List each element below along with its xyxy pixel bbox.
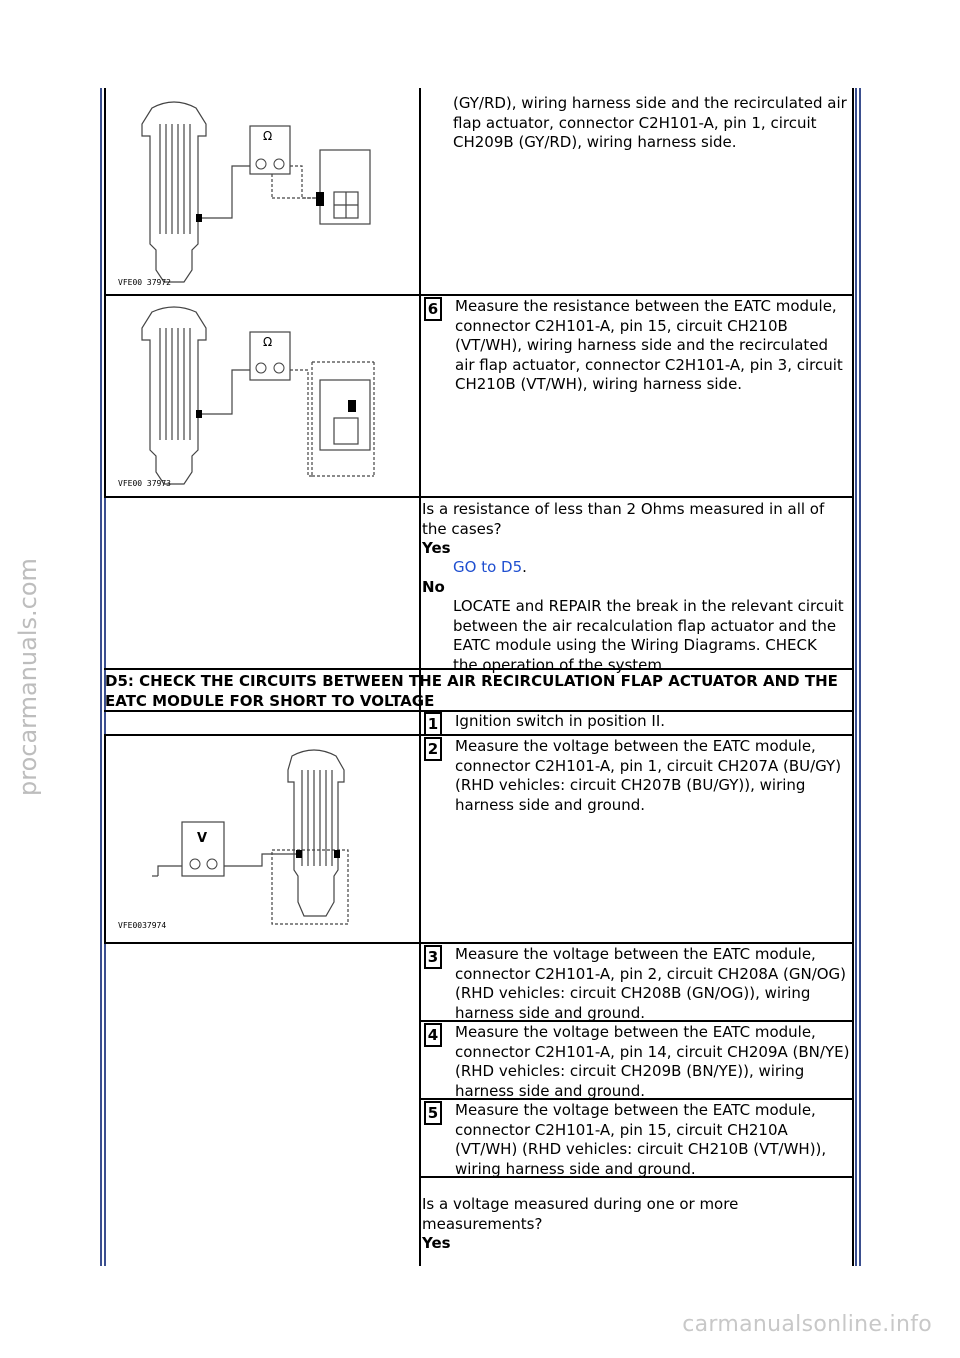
table-right-border xyxy=(852,88,854,1266)
page-edge-right xyxy=(859,88,861,1266)
step-number: 5 xyxy=(424,1101,442,1125)
figure-ohmmeter-connector-1 xyxy=(112,94,412,290)
yes-label: Yes xyxy=(422,1234,451,1252)
figure-ohmmeter-connector-2 xyxy=(112,300,412,492)
grid-line xyxy=(104,88,106,294)
d5-step-3-text: Measure the voltage between the EATC module, connector C2H101-A, pin 2, circuit CH208A (GN/OG) (RHD vehicles: circuit CH208B (GN/OG)), wiring harness side and ground. xyxy=(455,945,847,1022)
side-watermark-text: procarmanuals.com xyxy=(14,560,42,796)
step-number: 4 xyxy=(424,1023,442,1047)
ohm-symbol: Ω xyxy=(263,335,273,349)
step-number: 6 xyxy=(424,297,442,321)
page-edge-left xyxy=(100,88,102,1266)
section-heading-d5: D5: CHECK THE CIRCUITS BETWEEN THE AIR RECIRCULATION FLAP ACTUATOR AND THE EATC MODULE FOR SHORT TO VOLTAGE xyxy=(105,672,838,710)
figure-caption: VFE00 37972 xyxy=(118,278,171,287)
no-label: No xyxy=(422,578,445,596)
step-number: 1 xyxy=(424,712,442,736)
d5-step-4-text: Measure the voltage between the EATC module, connector C2H101-A, pin 14, circuit CH209A (BN/YE) (RHD vehicles: circuit CH209B (BN/YE)), wiring harness side and ground. xyxy=(455,1023,850,1100)
figure-caption: VFE0037974 xyxy=(118,921,167,930)
go-to-d5-link[interactable]: GO to D5 xyxy=(453,558,523,576)
no-action: LOCATE and REPAIR the break in the relevant circuit between the air recalculation flap actuator and the EATC module using the Wiring Diagrams. CHECK the operation of the system. xyxy=(453,597,844,674)
grid-line xyxy=(104,294,106,498)
ohm-symbol: Ω xyxy=(263,129,273,143)
yes-action xyxy=(453,558,527,578)
page-edge-right-inner xyxy=(855,88,857,1266)
volt-symbol: V xyxy=(197,831,208,846)
row-border xyxy=(104,294,854,296)
side-watermark xyxy=(2,560,42,800)
yes-period: . xyxy=(522,558,527,576)
step-6-text: Measure the resistance between the EATC module, connector C2H101-A, pin 15, circuit CH210B (VT/WH), wiring harness side and the recirculated air flap actuator, connector C2H101-A, pin 3, circuit CH210B (VT/WH), wiring harness side. xyxy=(455,297,843,393)
yes-label: Yes xyxy=(422,539,451,557)
row-border xyxy=(104,496,854,498)
row-border xyxy=(104,734,420,736)
grid-line xyxy=(104,734,106,944)
question-resistance: Is a resistance of less than 2 Ohms measured in all of the cases? xyxy=(422,500,825,538)
figure-voltmeter-connector xyxy=(112,740,412,936)
question-voltage: Is a voltage measured during one or more measurements? xyxy=(422,1195,739,1233)
row-border xyxy=(104,942,854,944)
step-number: 3 xyxy=(424,945,442,969)
step-5-continued: (GY/RD), wiring harness side and the recirculated air flap actuator, connector C2H101-A, pin 1, circuit CH209B (GY/RD), wiring harness side. xyxy=(453,94,847,151)
step-number: 2 xyxy=(424,737,442,761)
row-border xyxy=(420,734,854,736)
d5-step-5-text: Measure the voltage between the EATC module, connector C2H101-A, pin 15, circuit CH210A (VT/WH) (RHD vehicles: circuit CH210B (VT/WH)), wiring harness side and ground. xyxy=(455,1101,827,1178)
d5-step-1-text: Ignition switch in position II. xyxy=(455,712,666,730)
d5-step-2-text: Measure the voltage between the EATC module, connector C2H101-A, pin 1, circuit CH207A (BU/GY) (RHD vehicles: circuit CH207B (BU/GY)), wiring harness side and ground. xyxy=(455,737,842,814)
figure-caption: VFE00 37973 xyxy=(118,479,171,488)
bottom-watermark: carmanualsonline.info xyxy=(682,1312,932,1337)
